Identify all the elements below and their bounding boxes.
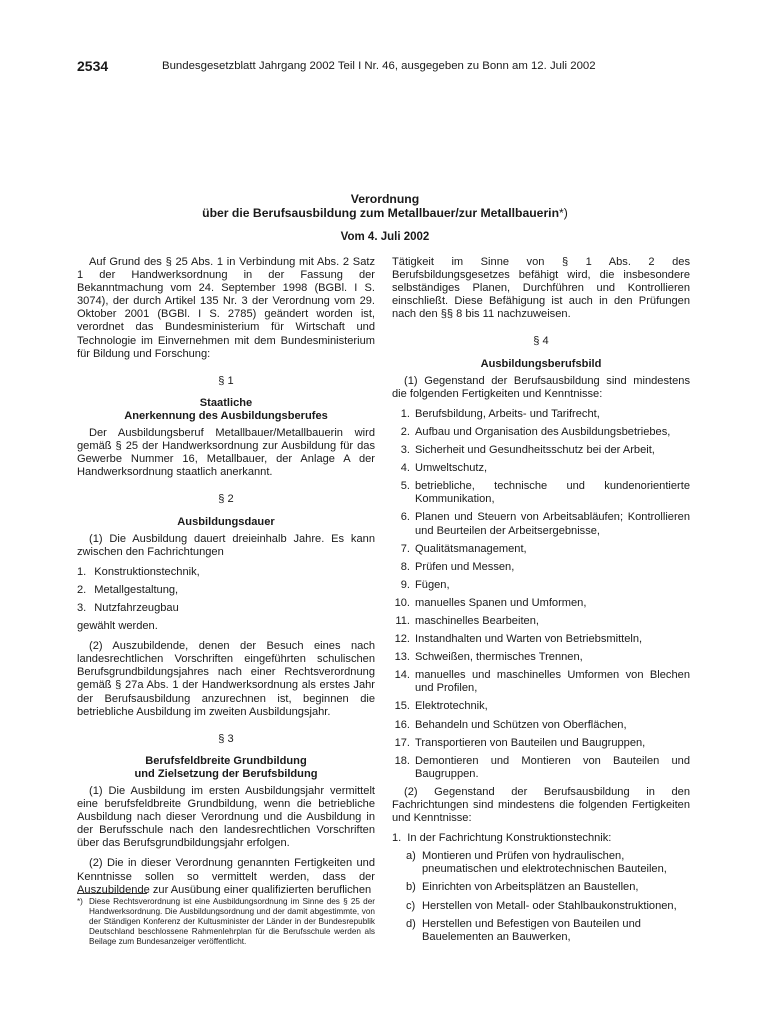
list-item — [392, 755, 690, 781]
left-column — [77, 256, 375, 904]
section-1-title-2: Anerkennung des Ausbildungsberufes — [124, 409, 328, 422]
list-item-text: Elektrotechnik, — [415, 700, 488, 713]
list-item: 1. In der Fachrichtung Konstruktionstechnik: — [392, 832, 612, 845]
list-item-text: Umweltschutz, — [415, 462, 488, 475]
list-item-number: 17. — [394, 736, 410, 749]
list-item-number: 12. — [394, 633, 410, 646]
section-2-number: § 2 — [218, 493, 234, 506]
list-item-text: Fügen, — [415, 578, 450, 591]
section-3-title-2: und Zielsetzung der Berufsbildung — [134, 767, 318, 780]
list-item-number: 15. — [394, 700, 410, 713]
section-4-para-2: (2) Gegenstand der Berufsausbildung in den Fachrichtungen sind mindestens die folgenden Fertigkeiten und Kenntnisse: — [392, 785, 690, 825]
footnote-marker-label: *) — [77, 897, 83, 906]
list-item — [392, 480, 690, 506]
section-2-para-2: (2) Auszubildende, denen der Besuch eines nach landesrechtlichen Vorschriften eingeführten schulischen Berufsgrundbildungsjahres nach einer Rechtsverordnung gemäß § 27a Abs. 1 der Handwerksordnung als erstes Jahr der Berufsausbildung anzurechnen ist, beginnen die betriebliche Ausbildung im zweiten Ausbildungsjahr. — [77, 640, 375, 718]
list-item-text: Sicherheit und Gesundheitsschutz bei der Arbeit, — [415, 444, 655, 457]
list-item-number: 8. — [400, 560, 410, 573]
list-item — [392, 737, 690, 750]
footnote-text: Diese Rechtsverordnung ist eine Ausbildungsordnung im Sinne des § 25 der Handwerksordnung. Die Ausbildungsordnung und der damit abgestimmte, von der Ständigen Konferenz der Kultusminister der Länder in der Bundesrepublik Deutschland beschlossene Rahmenlehrplan für die Berufsschule werden als Beilage zum Bundesanzeiger veröffentlicht. — [89, 897, 375, 946]
list-item — [392, 579, 690, 592]
list-item: 1. Konstruktionstechnik, — [77, 565, 200, 578]
list-item-number: 9. — [400, 578, 410, 591]
list-item — [392, 426, 690, 439]
list-item — [392, 511, 690, 537]
footnote — [77, 897, 375, 947]
section-2-para-1: (1) Die Ausbildung dauert dreieinhalb Jahre. Es kann zwischen den Fachrichtungen — [77, 532, 375, 558]
list-item-text: manuelles und maschinelles Umformen von Blechen und Profilen, — [415, 669, 690, 695]
list-item — [392, 561, 690, 574]
list-item-text: Berufsbildung, Arbeits- und Tarifrecht, — [415, 407, 600, 420]
list-item — [392, 597, 690, 610]
list-item-text: Qualitätsmanagement, — [415, 542, 527, 555]
title-line-2 — [0, 206, 770, 220]
section-3-continuation: Tätigkeit im Sinne von § 1 Abs. 2 des Berufsbildungsgesetzes befähigt wird, die insbesondere selbständiges Planen, Durchführen und Kontrollieren einschließt. Diese Befähigung ist auch in den Prüfungen nach den §§ 8 bis 11 nachzuweisen. — [392, 256, 690, 321]
list-item-text: betriebliche, technische und kundenorientierte Kommunikation, — [415, 480, 690, 506]
list-item-number: 7. — [400, 542, 410, 555]
running-head: Bundesgesetzblatt Jahrgang 2002 Teil I Nr. 46, ausgegeben zu Bonn am 12. Juli 2002 — [162, 60, 596, 72]
document-title — [0, 192, 770, 220]
list-item — [392, 462, 690, 475]
list-item — [392, 669, 690, 695]
list-item-number: b) — [406, 881, 416, 894]
title-date: Vom 4. Juli 2002 — [340, 231, 430, 243]
section-1-title-1: Staatliche — [199, 396, 253, 409]
section-3-para-2: (2) Die in dieser Verordnung genannten Fertigkeiten und Kenntnisse sollen so vermittelt werden, dass der Auszubildende zur Ausübung einer qualifizierten beruflichen — [77, 857, 375, 896]
footnote-rule — [77, 893, 147, 894]
list-item-text: Aufbau und Organisation des Ausbildungsbetriebes, — [415, 425, 671, 438]
list-item-text: maschinelles Bearbeiten, — [415, 614, 539, 627]
section-3-title-1: Berufsfeldbreite Grundbildung — [145, 754, 307, 767]
fachrichtungen-list — [77, 566, 375, 615]
list-item-text: Herstellen von Metall- oder Stahlbaukonstruktionen, — [422, 899, 677, 912]
list-item-number: 10. — [394, 596, 410, 609]
list-item — [406, 850, 690, 876]
list-item-text: Prüfen und Messen, — [415, 560, 515, 573]
section-4-title: Ausbildungsberufsbild — [480, 357, 602, 370]
list-item-number: 14. — [394, 669, 410, 682]
list-item — [392, 719, 690, 732]
konstruktionstechnik-list — [392, 850, 690, 944]
list-item-number: 5. — [400, 480, 410, 493]
list-item-number: 13. — [394, 651, 410, 664]
list-item-number: 2. — [400, 425, 410, 438]
section-2-title: Ausbildungsdauer — [177, 515, 275, 528]
list-item — [392, 615, 690, 628]
list-item-number: 18. — [394, 754, 410, 767]
list-item-number: 6. — [400, 511, 410, 524]
page-number: 2534 — [77, 58, 109, 74]
list-item-number: d) — [406, 917, 416, 930]
section-1-number: § 1 — [218, 374, 234, 387]
list-item — [406, 881, 690, 894]
right-column — [392, 256, 690, 949]
section-4-number: § 4 — [533, 335, 549, 348]
list-item-number: 16. — [394, 718, 410, 731]
list-item — [406, 918, 690, 944]
section-3-number: § 3 — [218, 732, 234, 745]
list-item-number: 3. — [400, 444, 410, 457]
list-item-number: c) — [406, 899, 416, 912]
list-item-number: 1. — [400, 407, 410, 420]
section-4-para-1: (1) Gegenstand der Berufsausbildung sind mindestens die folgenden Fertigkeiten und Kenntnisse: — [392, 374, 690, 400]
section-2-after-list: gewählt werden. — [77, 620, 158, 633]
title-line-1: Verordnung — [350, 192, 420, 206]
list-item-text: Demontieren und Montieren von Bauteilen und Baugruppen. — [415, 754, 690, 780]
section-3-para-1: (1) Die Ausbildung im ersten Ausbildungsjahr vermittelt eine berufsfeldbreite Grundbildung, wenn die betriebliche Ausbildung nach dieser Verordnung und die Ausbildung in der Berufsschule nach den landesrechtlichen Vorschriften über das Berufsgrundbildungsjahr erfolgen. — [77, 785, 375, 850]
list-item-number: 11. — [395, 614, 410, 627]
list-item — [392, 651, 690, 664]
list-item-text: Schweißen, thermisches Trennen, — [415, 651, 583, 664]
list-item-number: 4. — [400, 462, 410, 475]
list-item-text: Behandeln und Schützen von Oberflächen, — [415, 718, 627, 731]
list-item-text: Transportieren von Bauteilen und Baugruppen, — [415, 736, 646, 749]
list-item-text: Herstellen und Befestigen von Bauteilen und Bauelementen an Bauwerken, — [422, 917, 641, 943]
section-1-text: Der Ausbildungsberuf Metallbauer/Metallbauerin wird gemäß § 25 der Handwerksordnung zur Ausbildung für das Gewerbe Nummer 16, Metallbauer, der Anlage A der Handwerksordnung staatlich anerkannt. — [77, 427, 375, 479]
list-item — [392, 543, 690, 556]
list-item — [406, 900, 690, 913]
list-item — [392, 444, 690, 457]
list-item — [392, 700, 690, 713]
list-item-number: a) — [406, 850, 416, 863]
list-item-text: Einrichten von Arbeitsplätzen an Baustellen, — [422, 881, 639, 894]
title-line-2-text: über die Berufsausbildung zum Metallbauer/zur Metallbauerin — [202, 206, 560, 220]
list-item — [392, 408, 690, 421]
list-item-text: Instandhalten und Warten von Betriebsmitteln, — [415, 633, 643, 646]
fachrichtung-list — [392, 832, 690, 845]
list-item — [392, 633, 690, 646]
preamble: Auf Grund des § 25 Abs. 1 in Verbindung mit Abs. 2 Satz 1 der Handwerksordnung in der Fassung der Bekanntmachung vom 24. September 1998 (BGBl. I S. 3074), der durch Artikel 135 Nr. 3 der Verordnung vom 29. Oktober 2001 (BGBl. I S. 2785) geändert worden ist, verordnet das Bundesministerium für Wirtschaft und Technologie im Einvernehmen mit dem Bundesministerium für Bildung und Forschung: — [77, 256, 375, 360]
list-item-text: manuelles Spanen und Umformen, — [415, 596, 587, 609]
list-item: 2. Metallgestaltung, — [77, 583, 179, 596]
list-item: 3. Nutzfahrzeugbau — [77, 601, 179, 614]
footnote-marker: *) — [559, 206, 568, 220]
list-item-text: Montieren und Prüfen von hydraulischen, pneumatischen und elektrotechnischen Bauteilen, — [422, 850, 667, 876]
list-item-text: Planen und Steuern von Arbeitsabläufen; Kontrollieren und Beurteilen der Arbeitsergebnisse, — [415, 511, 690, 537]
berufsbild-list — [392, 408, 690, 781]
